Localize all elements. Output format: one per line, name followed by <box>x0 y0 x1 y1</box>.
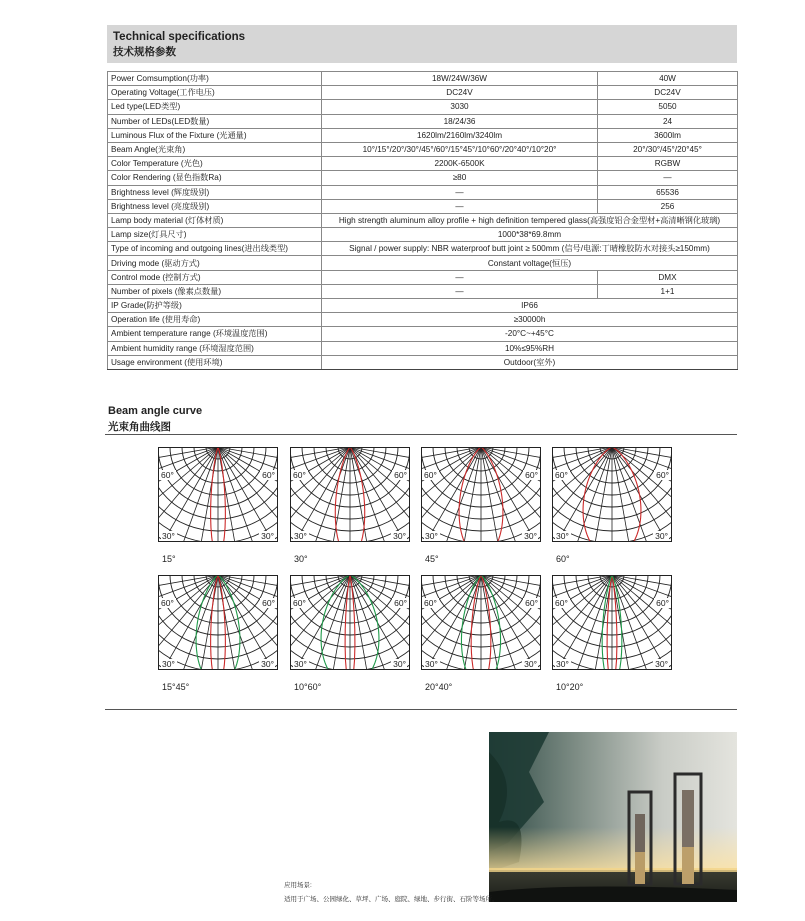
spec-value-rgbw: DC24V <box>598 86 738 100</box>
polar-angle-label: 30° <box>524 659 537 669</box>
spec-label: Operation life (使用寿命) <box>108 313 322 327</box>
spec-value: Outdoor(室外) <box>322 355 738 369</box>
beam-chart-label: 15°45° <box>162 682 190 692</box>
spec-label: Brightness level (亮度级别) <box>108 199 322 213</box>
beam-chart-svg <box>552 447 672 542</box>
spec-value-rgbw: — <box>598 171 738 185</box>
spec-value-standard: — <box>322 270 598 284</box>
polar-angle-label: 60° <box>424 470 437 480</box>
beam-chart-label: 30° <box>294 554 308 564</box>
spec-row <box>108 228 738 242</box>
spec-row <box>108 157 738 171</box>
spec-row <box>108 313 738 327</box>
spec-label: Ambient temperature range (环境温度范围) <box>108 327 322 341</box>
polar-angle-label: 30° <box>556 659 569 669</box>
polar-angle-label: 60° <box>555 470 568 480</box>
spec-value-standard: 18W/24W/36W <box>322 72 598 86</box>
spec-value-standard: ≥80 <box>322 171 598 185</box>
beam-chart-svg <box>290 447 410 542</box>
page-title: Technical specifications <box>113 31 246 43</box>
beam-chart-label: 20°40° <box>425 682 453 692</box>
spec-row <box>108 114 738 128</box>
polar-angle-label: 60° <box>161 470 174 480</box>
spec-value-rgbw: 3600lm <box>598 128 738 142</box>
spec-label: Lamp size(灯具尺寸) <box>108 228 322 242</box>
spec-label: Driving mode (驱动方式) <box>108 256 322 270</box>
spec-value-rgbw: 20°/30°/45°/20°45° <box>598 142 738 156</box>
beam-chart-svg <box>158 447 278 542</box>
beam-chart-label: 10°20° <box>556 682 584 692</box>
spec-row <box>108 128 738 142</box>
beam-chart <box>552 447 672 542</box>
polar-angle-label: 30° <box>524 531 537 541</box>
spec-label: IP Grade(防护等级) <box>108 299 322 313</box>
spec-value: ≥30000h <box>322 313 738 327</box>
polar-angle-label: 30° <box>425 659 438 669</box>
spec-value-standard: — <box>322 199 598 213</box>
beam-chart <box>158 447 278 542</box>
spec-row <box>108 270 738 284</box>
spec-label: Color Temperature (光色) <box>108 157 322 171</box>
beam-chart <box>290 447 410 542</box>
polar-angle-label: 60° <box>394 470 407 480</box>
beam-chart <box>290 575 410 670</box>
spec-value: -20°C~+45°C <box>322 327 738 341</box>
beam-chart-svg <box>290 575 410 670</box>
polar-angle-label: 60° <box>525 470 538 480</box>
polar-angle-label: 30° <box>393 531 406 541</box>
header-band <box>107 25 737 63</box>
scene-description: 适用于广场、公园绿化、草坪、广场、庭院、绿地、步行街、石阶等场所。 <box>284 896 499 903</box>
beam-chart-svg <box>158 575 278 670</box>
spec-label: Usage environment (使用环境) <box>108 355 322 369</box>
beam-chart-svg <box>552 575 672 670</box>
spec-value-rgbw: 65536 <box>598 185 738 199</box>
spec-value-standard: DC24V <box>322 86 598 100</box>
polar-angle-label: 30° <box>393 659 406 669</box>
spec-label: Lamp body material (灯体材质) <box>108 213 322 227</box>
spec-row <box>108 142 738 156</box>
spec-value-standard: 3030 <box>322 100 598 114</box>
garden-scene-image <box>489 732 737 902</box>
beam-section-subtitle: 光束角曲线图 <box>108 421 171 433</box>
polar-angle-label: 60° <box>293 598 306 608</box>
beam-chart <box>552 575 672 670</box>
polar-angle-label: 30° <box>261 659 274 669</box>
product-photo <box>489 732 737 902</box>
polar-angle-label: 30° <box>162 659 175 669</box>
beam-chart <box>421 447 541 542</box>
spec-value-standard: 2200K-6500K <box>322 157 598 171</box>
polar-angle-label: 60° <box>161 598 174 608</box>
spec-value-rgbw: RGBW <box>598 157 738 171</box>
polar-angle-label: 30° <box>425 531 438 541</box>
section-divider <box>105 434 737 435</box>
spec-value-rgbw: 24 <box>598 114 738 128</box>
polar-angle-label: 60° <box>525 598 538 608</box>
spec-label: Number of pixels (像素点数量) <box>108 284 322 298</box>
spec-value: 1000*38*69.8mm <box>322 228 738 242</box>
spec-row <box>108 185 738 199</box>
spec-value-standard: 1620lm/2160lm/3240lm <box>322 128 598 142</box>
spec-row <box>108 299 738 313</box>
spec-value: IP66 <box>322 299 738 313</box>
spec-row <box>108 171 738 185</box>
beam-chart-svg <box>421 575 541 670</box>
spec-row <box>108 341 738 355</box>
beam-chart-label: 15° <box>162 554 176 564</box>
spec-row <box>108 256 738 270</box>
spec-value: High strength aluminum alloy profile + high definition tempered glass(高强度铝合金型材+高清晰钢化玻璃) <box>322 213 738 227</box>
polar-angle-label: 30° <box>655 659 668 669</box>
beam-chart-label: 45° <box>425 554 439 564</box>
spec-table <box>107 71 738 370</box>
polar-angle-label: 60° <box>656 470 669 480</box>
polar-angle-label: 60° <box>656 598 669 608</box>
spec-label: Number of LEDs(LED数量) <box>108 114 322 128</box>
polar-angle-label: 60° <box>293 470 306 480</box>
spec-label: Power Comsumption(功率) <box>108 72 322 86</box>
beam-section-title: Beam angle curve <box>108 405 203 417</box>
spec-row <box>108 199 738 213</box>
spec-value-rgbw: 256 <box>598 199 738 213</box>
spec-label: Operating Voltage(工作电压) <box>108 86 322 100</box>
spec-label: Brightness level (辉度级别) <box>108 185 322 199</box>
spec-value: Constant voltage(恒压) <box>322 256 738 270</box>
spec-row <box>108 72 738 86</box>
spec-label: Beam Angle(光束角) <box>108 142 322 156</box>
spec-value-rgbw: DMX <box>598 270 738 284</box>
polar-angle-label: 30° <box>294 531 307 541</box>
spec-value: 10%≤95%RH <box>322 341 738 355</box>
spec-value-rgbw: 40W <box>598 72 738 86</box>
beam-chart-svg <box>421 447 541 542</box>
polar-angle-label: 60° <box>394 598 407 608</box>
spec-label: Led type(LED类型) <box>108 100 322 114</box>
spec-label: Ambient humidity range (环境湿度范围) <box>108 341 322 355</box>
spec-value-standard: 18/24/36 <box>322 114 598 128</box>
page-subtitle: 技术规格参数 <box>113 46 176 58</box>
polar-angle-label: 30° <box>294 659 307 669</box>
bottom-divider <box>105 709 737 710</box>
polar-angle-label: 60° <box>555 598 568 608</box>
spec-row <box>108 242 738 256</box>
spec-row <box>108 86 738 100</box>
spec-label: Control mode (控制方式) <box>108 270 322 284</box>
spec-label: Luminous Flux of the Fixture (光通量) <box>108 128 322 142</box>
beam-chart <box>421 575 541 670</box>
spec-label: Color Rendering (显色指数Ra) <box>108 171 322 185</box>
beam-chart-label: 60° <box>556 554 570 564</box>
spec-row <box>108 327 738 341</box>
spec-value-standard: — <box>322 185 598 199</box>
spec-value-rgbw: 1+1 <box>598 284 738 298</box>
spec-row <box>108 284 738 298</box>
scene-title: 应用场景: <box>284 882 312 889</box>
polar-angle-label: 30° <box>655 531 668 541</box>
beam-chart <box>158 575 278 670</box>
polar-angle-label: 30° <box>556 531 569 541</box>
polar-angle-label: 30° <box>162 531 175 541</box>
polar-angle-label: 60° <box>262 470 275 480</box>
spec-row <box>108 100 738 114</box>
spec-value-standard: 10°/15°/20°/30°/45°/60°/15°45°/10°60°/20°40°/10°20° <box>322 142 598 156</box>
spec-label: Type of incoming and outgoing lines(进出线类型) <box>108 242 322 256</box>
spec-value-rgbw: 5050 <box>598 100 738 114</box>
polar-angle-label: 30° <box>261 531 274 541</box>
polar-angle-label: 60° <box>262 598 275 608</box>
spec-value: Signal / power supply: NBR waterproof butt joint ≥ 500mm (信号/电源:丁晴橡胶防水对接头≥150mm) <box>322 242 738 256</box>
polar-angle-label: 60° <box>424 598 437 608</box>
spec-value-standard: — <box>322 284 598 298</box>
spec-row <box>108 355 738 369</box>
spec-row <box>108 213 738 227</box>
beam-chart-label: 10°60° <box>294 682 322 692</box>
